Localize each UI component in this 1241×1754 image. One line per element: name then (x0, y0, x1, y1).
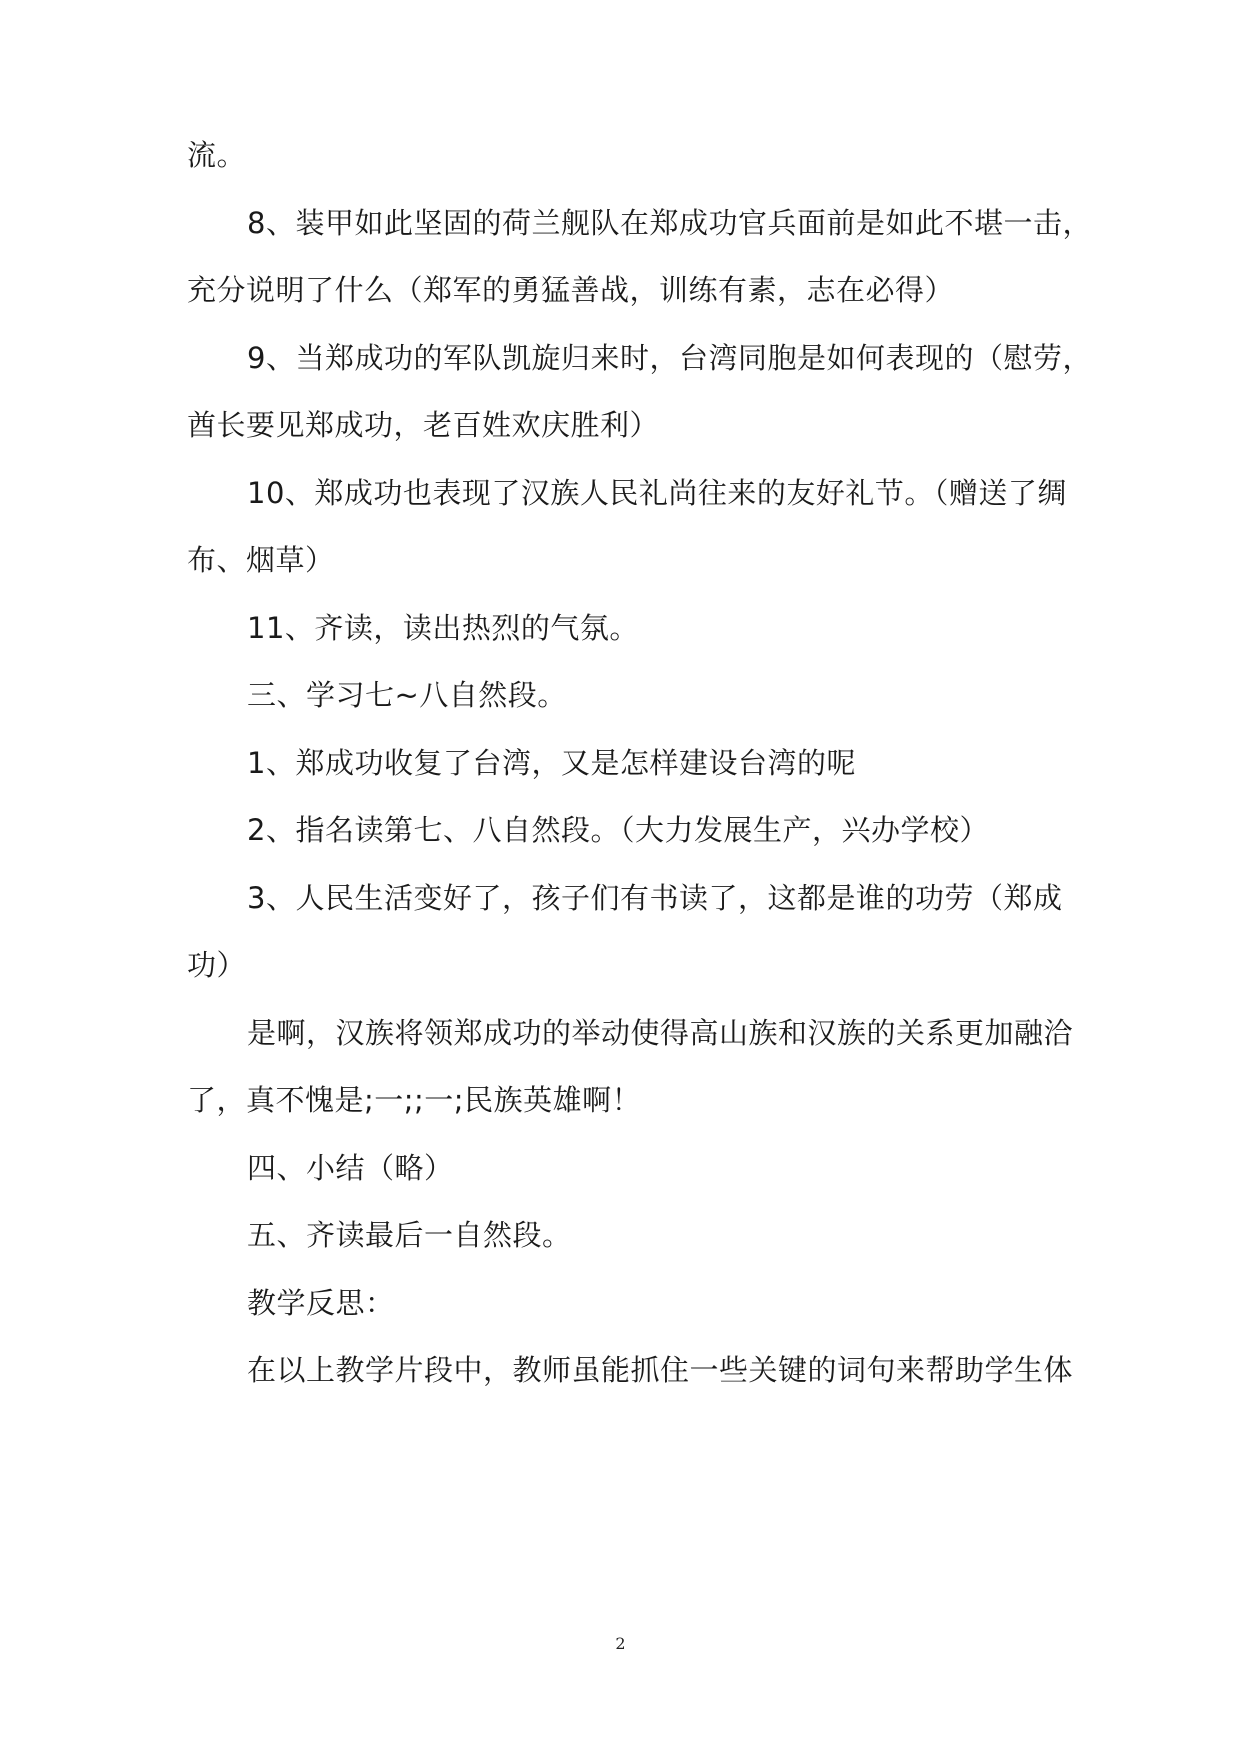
text-line-14: 是啊，汉族将领郑成功的举动使得高山族和汉族的关系更加融洽 (247, 1016, 1074, 1050)
text-line-15: 了，真不愧是;一;;一;民族英雄啊！ (187, 1083, 642, 1117)
text-line-8: 11、齐读，读出热烈的气氛。 (247, 611, 639, 645)
text-line-6: 10、郑成功也表现了汉族人民礼尚往来的友好礼节。（赠送了绸 (247, 476, 1067, 510)
text-line-18: 教学反思： (247, 1286, 395, 1320)
text-line-17: 五、齐读最后一自然段。 (247, 1218, 572, 1252)
text-line-1: 流。 (187, 138, 247, 172)
text-line-16: 四、小结（略） (247, 1151, 454, 1185)
text-line-9: 三、学习七~八自然段。 (247, 678, 567, 712)
text-line-12: 3、人民生活变好了，孩子们有书读了，这都是谁的功劳（郑成 (247, 881, 1063, 915)
text-line-13: 功） (187, 948, 247, 982)
text-line-11: 2、指名读第七、八自然段。（大力发展生产，兴办学校） (247, 813, 989, 847)
text-line-5: 酋长要见郑成功，老百姓欢庆胜利） (187, 408, 660, 442)
text-line-3: 充分说明了什么（郑军的勇猛善战，训练有素，志在必得） (187, 273, 955, 307)
page-number: 2 (615, 1634, 626, 1653)
text-line-2: 8、装甲如此坚固的荷兰舰队在郑成功官兵面前是如此不堪一击， (247, 206, 1092, 240)
text-line-4: 9、当郑成功的军队凯旋归来时，台湾同胞是如何表现的（慰劳， (247, 341, 1092, 375)
text-line-7: 布、烟草） (187, 543, 335, 577)
text-line-19: 在以上教学片段中，教师虽能抓住一些关键的词句来帮助学生体 (247, 1353, 1074, 1387)
text-line-10: 1、郑成功收复了台湾，又是怎样建设台湾的呢 (247, 746, 856, 780)
